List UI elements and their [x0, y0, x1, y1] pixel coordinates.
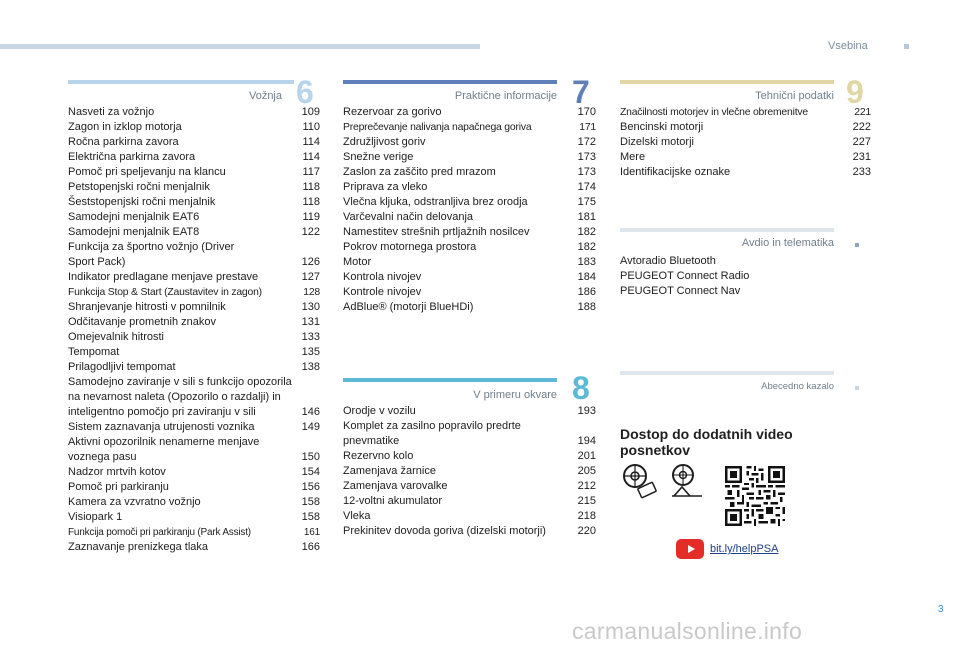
toc-entry-page: 161: [303, 527, 320, 538]
toc-entry-page: 171: [579, 122, 596, 133]
toc-entry-page: 173: [577, 166, 596, 178]
toc-entry-text: Zamenjava žarnice: [343, 465, 436, 477]
section-9-title: Tehnični podatki: [755, 90, 834, 102]
toc-entry[interactable]: [68, 525, 320, 540]
audio-dot: [855, 243, 859, 247]
index-bar: [620, 371, 834, 375]
section-8-number: 8: [572, 370, 590, 406]
section-6-title: Vožnja: [248, 90, 282, 102]
toc-entry-page: 221: [854, 107, 871, 118]
toc-entry-text: Komplet za zasilno popravilo predrte pnevmatike: [343, 420, 521, 447]
toc-entry-text: Identifikacijske oznake: [620, 166, 731, 178]
toc-entry-page: 218: [577, 510, 596, 522]
toc-entry-text: AdBlue® (motorji BlueHDi): [343, 301, 474, 313]
toc-entry-text: Šeststopenjski ročni menjalnik: [68, 196, 216, 208]
toc-entry[interactable]: [68, 195, 320, 210]
toc-entry[interactable]: [343, 180, 596, 195]
toc-entry-text: Petstopenjski ročni menjalnik: [68, 181, 210, 193]
toc-entry-page: 117: [302, 166, 320, 178]
toc-entry[interactable]: [343, 210, 596, 225]
toc-entry[interactable]: [68, 375, 320, 420]
toc-entry-page: 110: [302, 121, 320, 133]
video-heading: Dostop do dodatnih video posnetkov: [620, 426, 793, 458]
document-title: Vsebina: [828, 40, 868, 52]
toc-entry[interactable]: [68, 135, 320, 150]
toc-entry-page: 201: [577, 450, 596, 462]
toc-entry[interactable]: [68, 285, 320, 300]
toc-entry[interactable]: [343, 494, 596, 509]
toc-entry[interactable]: [620, 165, 871, 180]
index-title: Abecedno kazalo: [761, 381, 834, 392]
toc-entry-page: 233: [852, 166, 871, 178]
toc-entry-text: Pomoč pri speljevanju na klancu: [68, 166, 226, 178]
toc-entry[interactable]: [343, 479, 596, 494]
toc-entry-page: 118: [302, 196, 320, 208]
audio-list: [620, 254, 749, 299]
toc-entry-page: 222: [852, 121, 871, 133]
toc-entry-text: Pomoč pri parkiranju: [68, 481, 169, 493]
watermark: carmanualsonline.info: [572, 618, 803, 644]
toc-entry-text: Preprečevanje nalivanja napačnega goriva: [343, 122, 532, 133]
toc-entry-text: Pokrov motornega prostora: [343, 241, 477, 253]
toc-entry-text: Orodje v vozilu: [343, 405, 416, 417]
toc-entry-text: Nasveti za vožnjo: [68, 106, 155, 118]
toc-entry-page: 122: [301, 226, 320, 238]
toc-entry-page: 127: [301, 271, 320, 283]
toc-entry-text: Nadzor mrtvih kotov: [68, 466, 166, 478]
toc-entry-page: 188: [577, 301, 596, 313]
toc-entry[interactable]: [343, 135, 596, 150]
toc-entry-text: Vleka: [343, 510, 371, 522]
toc-entry-page: 193: [577, 405, 596, 417]
toc-entry-text: Indikator predlagane menjave prestave: [68, 271, 259, 283]
toc-entry-text: Kamera za vzvratno vožnjo: [68, 496, 201, 508]
toc-entry[interactable]: [68, 225, 320, 240]
toc-entry-page: 149: [301, 421, 320, 433]
toc-entry-text: Mere: [620, 151, 646, 163]
toc-entry[interactable]: [343, 270, 596, 285]
header-dot: [904, 44, 909, 49]
toc-entry[interactable]: [68, 540, 320, 555]
toc-entry[interactable]: [343, 150, 596, 165]
toc-entry-text: Zaznavanje prenizkega tlaka: [68, 541, 209, 553]
toc-entry[interactable]: [68, 435, 320, 465]
toc-entry[interactable]: [68, 420, 320, 435]
toc-entry[interactable]: [68, 510, 320, 525]
toc-entry-text: Shranjevanje hitrosti v pomnilnik: [68, 301, 226, 313]
toc-entry-text: Električna parkirna zavora: [68, 151, 196, 163]
toc-entry[interactable]: [343, 195, 596, 210]
toc-entry-page: 183: [577, 256, 596, 268]
toc-entry[interactable]: [68, 465, 320, 480]
toc-entry-page: 173: [577, 151, 596, 163]
section-7-number: 7: [572, 74, 590, 110]
toc-entry-page: 175: [577, 196, 596, 208]
page-number: 3: [938, 604, 944, 615]
toc-entry-page: 118: [302, 181, 320, 193]
toc-entry-text: Aktivni opozorilnik nenamerne menjave voznega pasu: [68, 436, 260, 463]
toc-entry[interactable]: [68, 165, 320, 180]
toc-entry-page: 133: [301, 331, 320, 343]
toc-entry[interactable]: [68, 495, 320, 510]
toc-entry-page: 186: [577, 286, 596, 298]
toc-entry-page: 154: [301, 466, 320, 478]
toc-entry[interactable]: [68, 315, 320, 330]
toc-entry-text: Združljivost goriv: [343, 136, 426, 148]
toc-entry[interactable]: [343, 449, 596, 464]
toc-entry[interactable]: [343, 300, 596, 315]
toc-entry-text: Namestitev strešnih prtljažnih nosilcev: [343, 226, 530, 238]
toc-entry-page: 215: [577, 495, 596, 507]
section-8-list: [343, 404, 596, 539]
audio-item[interactable]: PEUGEOT Connect Radio: [620, 270, 750, 282]
toc-entry-page: 158: [301, 511, 320, 523]
toc-entry-page: 172: [577, 136, 596, 148]
toc-entry-page: 182: [577, 226, 596, 238]
toc-entry[interactable]: [68, 120, 320, 135]
toc-entry-page: 128: [303, 287, 320, 298]
toc-entry-text: Kontrole nivojev: [343, 286, 422, 298]
section-7-bar: [343, 80, 557, 84]
section-6-bar: [68, 80, 294, 84]
toc-entry-text: Tempomat: [68, 346, 120, 358]
toc-entry[interactable]: [343, 255, 596, 270]
toc-entry-text: Omejevalnik hitrosti: [68, 331, 164, 343]
toc-entry[interactable]: [343, 105, 596, 120]
toc-entry-text: Bencinski motorji: [620, 121, 704, 133]
toc-entry-page: 131: [301, 316, 320, 328]
section-8-bar: [343, 378, 557, 382]
toc-entry-page: 166: [301, 541, 320, 553]
toc-entry-text: Odčitavanje prometnih znakov: [68, 316, 216, 328]
toc-entry[interactable]: [68, 210, 320, 225]
toc-entry-text: Priprava za vleko: [343, 181, 428, 193]
toc-entry[interactable]: [68, 150, 320, 165]
toc-entry-text: Sistem zaznavanja utrujenosti voznika: [68, 421, 255, 433]
toc-entry-text: Prilagodljivi tempomat: [68, 361, 176, 373]
toc-entry-page: 114: [302, 136, 320, 148]
toc-entry[interactable]: [68, 180, 320, 195]
section-7-list: [343, 105, 596, 315]
toc-entry[interactable]: [343, 404, 596, 419]
qr-code-icon: [725, 466, 785, 526]
toc-entry-page: 130: [301, 301, 320, 313]
section-7-title: Praktične informacije: [454, 90, 557, 102]
toc-entry-text: Ročna parkirna zavora: [68, 136, 179, 148]
toc-entry[interactable]: [620, 120, 871, 135]
toc-entry[interactable]: [343, 120, 596, 135]
toc-entry-page: 156: [301, 481, 320, 493]
toc-entry[interactable]: [68, 360, 320, 375]
section-9-number: 9: [846, 74, 864, 110]
toc-entry[interactable]: [343, 464, 596, 479]
youtube-play-icon: [688, 545, 695, 553]
toc-entry-text: Varčevalni način delovanja: [343, 211, 474, 223]
toc-entry-page: 150: [301, 451, 320, 463]
toc-entry-text: Rezervoar za gorivo: [343, 106, 442, 118]
toc-entry-text: Funkcija za športno vožnjo (Driver Sport Pack): [68, 241, 235, 268]
toc-entry-text: Dizelski motorji: [620, 136, 694, 148]
toc-entry-text: Snežne verige: [343, 151, 414, 163]
audio-item[interactable]: Avtoradio Bluetooth: [620, 255, 716, 267]
toc-entry-text: Zamenjava varovalke: [343, 480, 448, 492]
section-6-number: 6: [296, 74, 314, 110]
toc-entry-text: Kontrola nivojev: [343, 271, 422, 283]
toc-entry[interactable]: [343, 524, 596, 539]
toc-entry[interactable]: [343, 165, 596, 180]
toc-entry[interactable]: [343, 225, 596, 240]
toc-entry-page: 227: [852, 136, 871, 148]
toc-entry[interactable]: [343, 509, 596, 524]
toc-entry-page: 212: [577, 480, 596, 492]
toc-entry-page: 174: [577, 181, 596, 193]
toc-entry[interactable]: [68, 330, 320, 345]
toc-entry[interactable]: [68, 105, 320, 120]
toc-entry-page: 205: [577, 465, 596, 477]
toc-entry[interactable]: [68, 345, 320, 360]
toc-entry-page: 194: [577, 435, 596, 447]
wheel-jack-icon: [668, 463, 706, 499]
toc-entry-page: 126: [301, 256, 320, 268]
toc-entry[interactable]: [68, 300, 320, 315]
section-9-list: [620, 105, 871, 180]
toc-entry-page: 158: [301, 496, 320, 508]
index-dot: [855, 386, 859, 390]
toc-entry-text: Samodejno zaviranje v sili s funkcijo opozorila na nevarnost naleta (Opozorilo o razdalji) in inteligentno pomočjo pri zaviranju v sili: [68, 376, 292, 418]
toc-entry-page: 182: [577, 241, 596, 253]
toc-entry-page: 135: [301, 346, 320, 358]
toc-entry[interactable]: [343, 240, 596, 255]
video-link[interactable]: bit.ly/helpPSA: [710, 543, 779, 555]
section-8-title: V primeru okvare: [473, 389, 557, 401]
toc-entry-text: Prekinitev dovoda goriva (dizelski motorji): [343, 525, 546, 537]
toc-entry[interactable]: [620, 105, 871, 120]
toc-entry-text: 12-voltni akumulator: [343, 495, 443, 507]
toc-entry-page: 170: [577, 106, 596, 118]
toc-entry[interactable]: [68, 480, 320, 495]
toc-entry-page: 181: [577, 211, 596, 223]
toc-entry-text: Motor: [343, 256, 372, 268]
toc-entry[interactable]: [620, 150, 871, 165]
toc-entry-text: Značilnosti motorjev in vlečne obremenitve: [620, 107, 808, 118]
top-decor-bar: [0, 44, 480, 49]
audio-title: Avdio in telematika: [741, 237, 834, 249]
toc-entry[interactable]: [620, 135, 871, 150]
toc-entry[interactable]: [68, 270, 320, 285]
audio-bar: [620, 228, 834, 232]
toc-entry-page: 109: [301, 106, 320, 118]
toc-entry-page: 184: [577, 271, 596, 283]
toc-entry-page: 231: [852, 151, 871, 163]
toc-entry-text: Samodejni menjalnik EAT8: [68, 226, 200, 238]
toc-entry[interactable]: [343, 285, 596, 300]
toc-entry-page: 146: [301, 406, 320, 418]
toc-entry-text: Funkcija Stop & Start (Zaustavitev in zagon): [68, 287, 262, 298]
toc-entry-page: 114: [302, 151, 320, 163]
toc-entry-text: Funkcija pomoči pri parkiranju (Park Assist): [68, 527, 251, 538]
audio-item[interactable]: PEUGEOT Connect Nav: [620, 285, 741, 297]
toc-entry-text: Samodejni menjalnik EAT6: [68, 211, 200, 223]
toc-entry-page: 138: [301, 361, 320, 373]
toc-entry-page: 220: [577, 525, 596, 537]
wheel-tyre-kit-icon: [622, 463, 660, 501]
toc-entry[interactable]: [343, 419, 596, 449]
toc-entry-text: Rezervno kolo: [343, 450, 414, 462]
section-9-bar: [620, 80, 834, 84]
toc-entry-text: Visiopark 1: [68, 511, 123, 523]
toc-entry-text: Vlečna kljuka, odstranljiva brez orodja: [343, 196, 528, 208]
toc-entry-text: Zaslon za zaščito pred mrazom: [343, 166, 496, 178]
toc-entry-text: Zagon in izklop motorja: [68, 121, 182, 133]
toc-entry[interactable]: [68, 240, 320, 270]
section-6-list: [68, 105, 320, 555]
toc-entry-page: 119: [302, 211, 320, 223]
